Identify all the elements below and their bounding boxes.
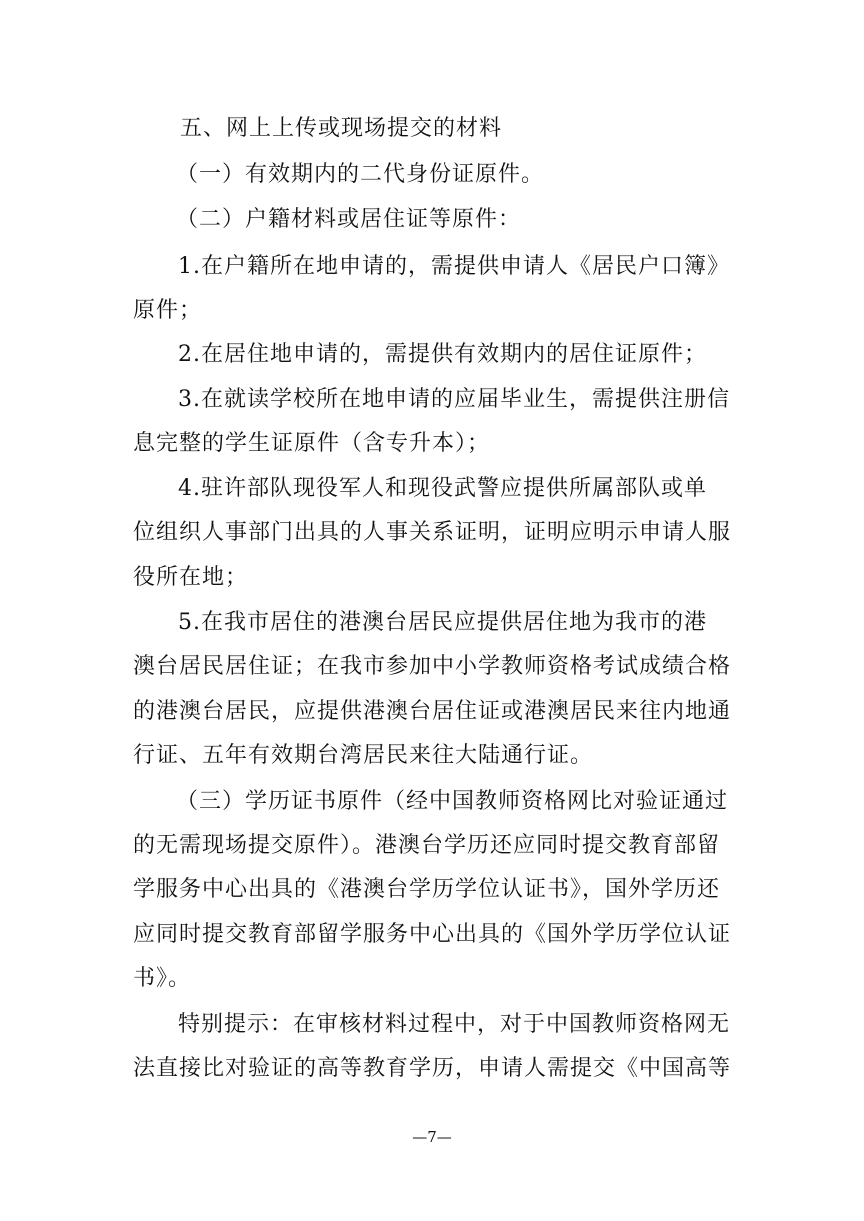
page-number: —7— — [412, 1128, 452, 1146]
item-2-heading: （二）户籍材料或居住证等原件： — [176, 207, 522, 232]
sub-item-4-line-3: 役所在地； — [133, 565, 249, 590]
sub-item-5-line-3: 的港澳台居民，应提供港澳台居住证或港澳居民来往内地通 — [133, 699, 732, 724]
item-1-heading: （一）有效期内的二代身份证原件。 — [176, 162, 545, 187]
sub-item-4-line-2: 位组织人事部门出具的人事关系证明，证明应明示申请人服 — [133, 520, 732, 545]
sub-item-3-line-2: 息完整的学生证原件（含专升本）； — [133, 431, 491, 456]
item-3-line-1-rest: （经中国教师资格网比对验证通过 — [383, 789, 729, 814]
item-3-line-5: 书》。 — [133, 966, 192, 991]
item-3-line-1 — [176, 786, 728, 817]
sub-item-3-line-1: 3.在就读学校所在地申请的应届毕业生，需提供注册信 — [178, 387, 730, 412]
item-3-heading: （三）学历证书原件 — [176, 789, 384, 814]
sub-item-4-line-1: 4.驻许部队现役军人和现役武警应提供所属部队或单 — [178, 476, 707, 501]
special-note-line-1: 特别提示：在审核材料过程中，对于中国教师资格网无 — [178, 1012, 731, 1037]
item-3-line-3: 学服务中心出具的《港澳台学历学位认证书》，国外学历还 — [133, 877, 721, 902]
sub-item-5-line-1: 5.在我市居住的港澳台居民应提供居住地为我市的港 — [178, 610, 707, 635]
sub-item-1-line-1: 1.在户籍所在地申请的，需提供申请人《居民户口簿》 — [178, 254, 730, 279]
sub-item-5-line-2: 澳台居民居住证；在我市参加中小学教师资格考试成绩合格 — [133, 654, 732, 679]
sub-item-5-line-4: 行证、五年有效期台湾居民来往大陆通行证。 — [133, 743, 594, 768]
special-note-line-2: 法直接比对验证的高等教育学历，申请人需提交《中国高等 — [133, 1056, 732, 1081]
sub-item-1-line-2: 原件； — [133, 298, 203, 323]
item-3-line-4: 应同时提交教育部留学服务中心出具的《国外学历学位认证 — [133, 922, 732, 947]
section-title: 五、网上上传或现场提交的材料 — [180, 116, 503, 141]
item-3-line-2: 的无需现场提交原件）。港澳台学历还应同时提交教育部留 — [133, 833, 721, 858]
sub-item-2-line-1: 2.在居住地申请的，需提供有效期内的居住证原件； — [178, 342, 707, 367]
